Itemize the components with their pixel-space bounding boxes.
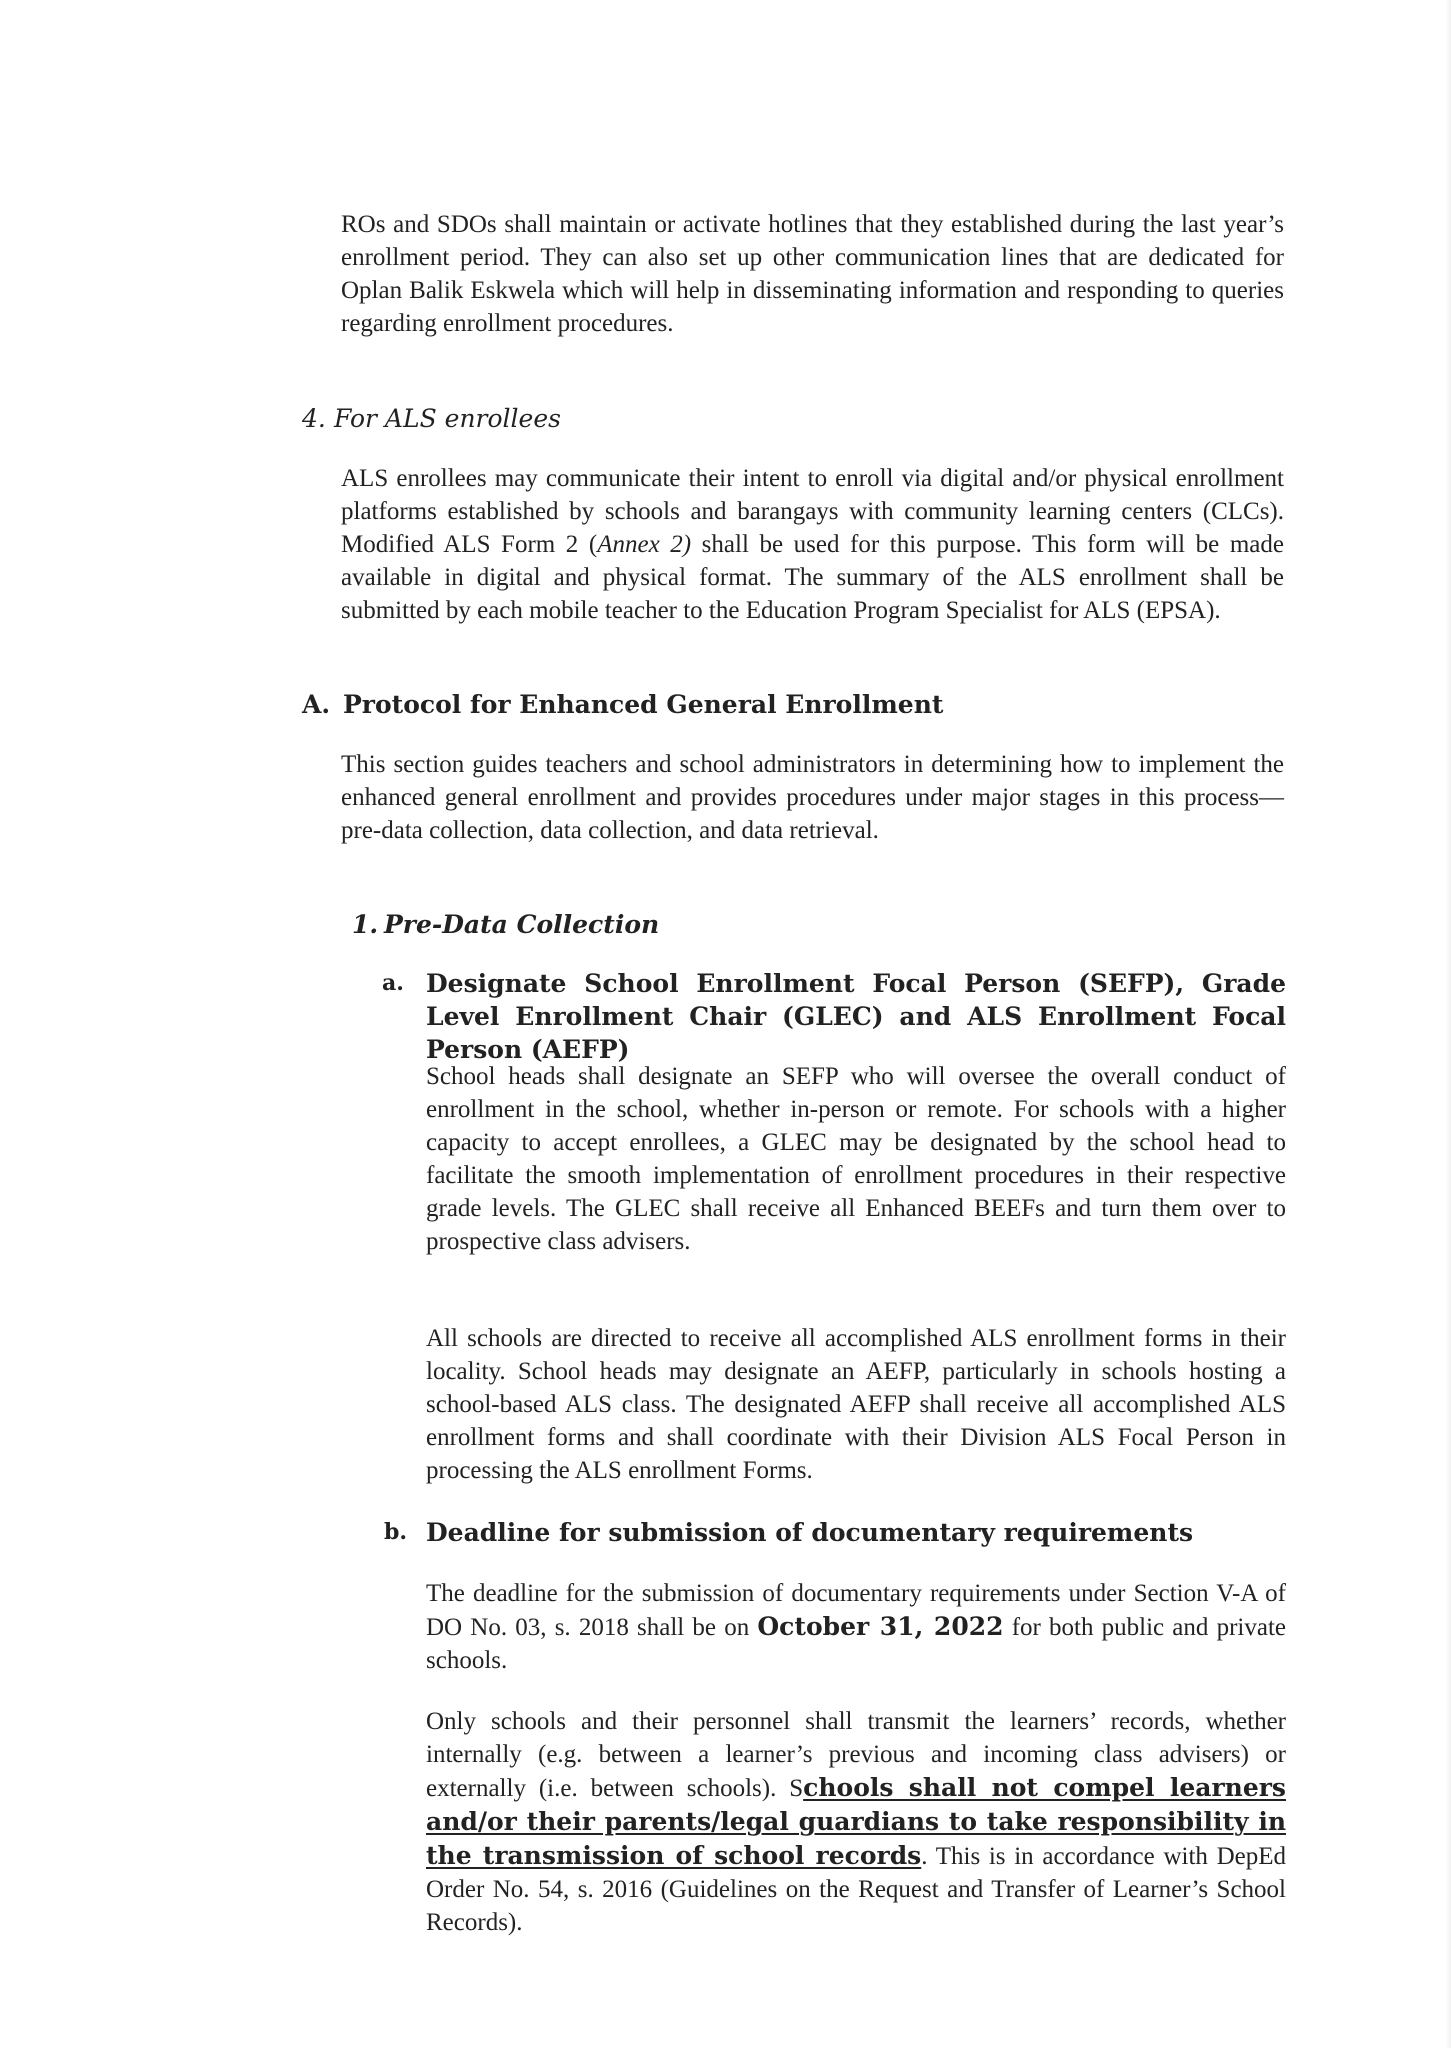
intro-paragraph: ROs and SDOs shall maintain or activate hotlines that they established during the last year’s enrollment period. They can also set up other communication lines that are dedicated for Oplan Balik Eskwela which will help in disseminating information and responding to queries regarding enrollment procedures. — [341, 211, 1284, 337]
item4-title: For ALS enrollees — [334, 404, 561, 433]
item4-body-part1: ALS enrollees may communicate their intent to enroll via digital and/or physical enrollment platforms established by schools and barangays with community learning centers (CLCs). Modified ALS Form 2 ( — [341, 465, 1284, 558]
sub1-title: Pre-Data Collection — [384, 910, 660, 939]
sectionA-body: This section guides teachers and school administrators in determining how to implement the enhanced general enrollment and provides procedures under major stages in this process—pre-data collection, data collection, and data retrieval. — [341, 751, 1284, 844]
item-b-para2-part2: . This is in accordance with DepEd Order No. 54, s. 2016 (Guidelines on the Request and Transfer of Learner’s School Records). — [426, 1843, 1286, 1936]
item-b-para2-part1: Only schools and their personnel shall transmit the learners’ records, whether internally (e.g. between a learner’s previous and incoming class advisers) or externally (i.e. between schools). S — [426, 1708, 1286, 1802]
item-b-letter: b. — [384, 1519, 408, 1545]
sectionA-letter: A. — [302, 690, 331, 719]
item4-body — [341, 462, 1284, 627]
item-a-para1: School heads shall designate an SEFP who will oversee the overall conduct of enrollment in the school, whether in-person or remote. For schools with a higher capacity to accept enrollees, a GLEC may be designated by the school head to facilitate the smooth implementation of enrollment procedures in their respective grade levels. The GLEC shall receive all Enhanced BEEFs and turn them over to prospective class advisers. — [426, 1063, 1286, 1255]
item-b-para1 — [426, 1577, 1286, 1677]
sectionA-title: Protocol for Enhanced General Enrollment — [343, 690, 944, 719]
item4-body-part2: shall be used for this purpose. This form will be made available in digital and physical format. The summary of the ALS enrollment shall be submitted by each mobile teacher to the Education Program Specialist for ALS (EPSA). — [341, 531, 1284, 624]
item4-annex-ref: Annex 2) — [597, 531, 692, 558]
scan-edge — [1445, 0, 1451, 2048]
item-a-title: Designate School Enrollment Focal Person (SEFP), Grade Level Enrollment Chair (GLEC) and ALS Enrollment Focal Person (AEFP) — [426, 969, 1286, 1064]
item-b-para1-part2: for both public and private schools. — [426, 1614, 1286, 1674]
item-a-para2: All schools are directed to receive all accomplished ALS enrollment forms in their locality. School heads may designate an AEFP, particularly in schools hosting a school-based ALS class. The designated AEFP shall receive all accomplished ALS enrollment forms and shall coordinate with their Division ALS Focal Person in processing the ALS enrollment Forms. — [426, 1325, 1286, 1484]
deadline-date: October 31, 2022 — [757, 1612, 1004, 1641]
item-a-letter: a. — [382, 970, 404, 996]
item-b-para1-part1: The deadline for the submission of documentary requirements under Section V-A of DO No. 03, s. 2018 shall be on — [426, 1580, 1286, 1641]
sub1-number: 1. — [352, 910, 379, 939]
item-b-title: Deadline for submission of documentary requirements — [426, 1518, 1194, 1547]
item4-number: 4. — [302, 404, 326, 433]
item-b-para2 — [426, 1705, 1286, 1939]
item-b-para2-emphasis: chools shall not compel learners and/or their parents/legal guardians to take responsibility in the transmission of school records — [426, 1773, 1286, 1870]
